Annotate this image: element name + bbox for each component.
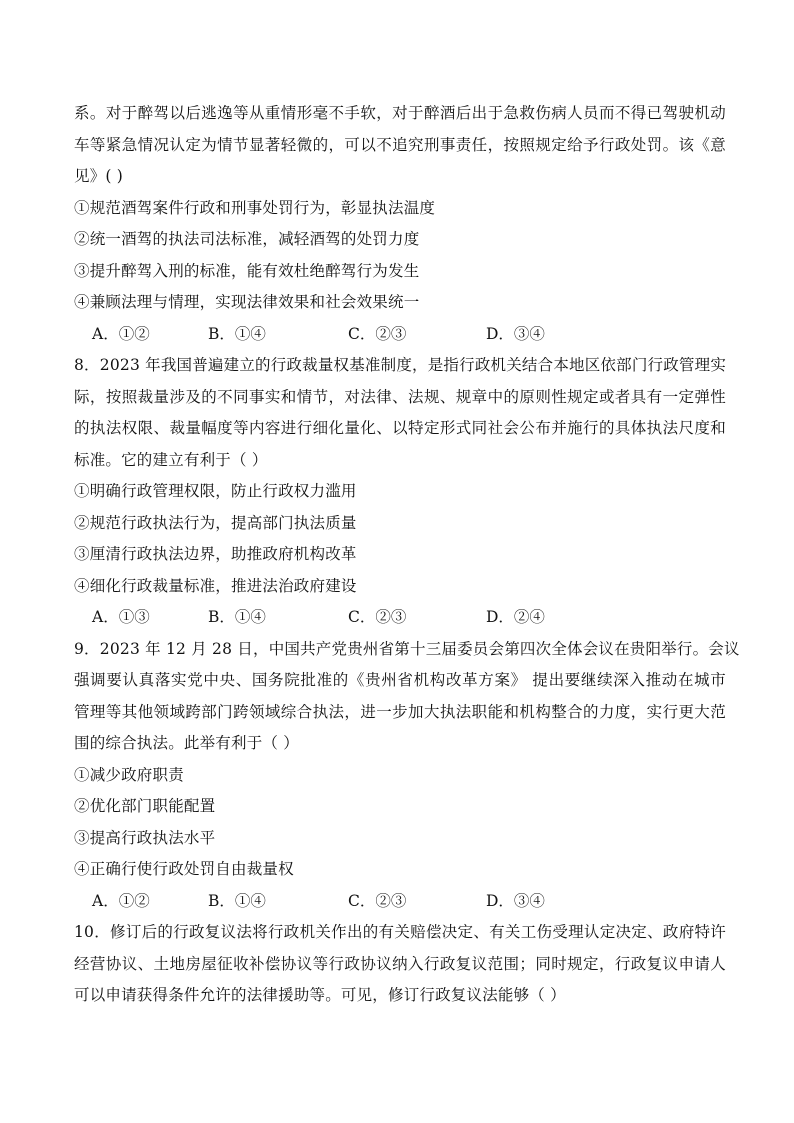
question-7-option-a[interactable]: A．①② [92,324,150,343]
question-8-stem-line-3: 的执法权限、裁量幅度等内容进行细化量化、以特定形式同社会公布并施行的具体执法尺度和 [74,419,726,437]
question-9 [74,634,740,918]
question-10-stem-line-2: 经营协议、土地房屋征收补偿协议等行政协议纳入行政复议范围；同时规定，行政复议申请人 [74,954,726,973]
question-9-item-1: ①减少政府职责 [74,765,184,784]
page-content [74,98,740,1012]
question-8-options [74,602,726,634]
question-9-options [74,886,726,918]
question-9-option-c[interactable]: C．②③ [348,891,407,910]
question-8-option-d[interactable]: D．②④ [486,608,545,626]
question-7-item-4: ④兼顾法理与情理，实现法律效果和社会效果统一 [74,293,420,311]
question-7-stem-line-3: 见》( ) [74,167,124,185]
question-10-stem-line-3: 可以申请获得条件允许的法律援助等。可见，修订行政复议法能够（ ） [74,986,566,1004]
question-7-stem-line-2: 车等紧急情况认定为情节显著轻微的，可以不追究刑事责任，按照规定给予行政处罚。该《意 [74,135,726,154]
question-9-option-a[interactable]: A．①② [92,891,150,910]
question-9-item-2: ②优化部门职能配置 [74,797,216,815]
question-8-stem-line-1: 8．2023 年我国普遍建立的行政裁量权基准制度，是指行政机关结合本地区依部门行政管理实 [74,356,727,374]
question-10 [74,917,726,1012]
question-9-stem-line-3: 管理等其他领域跨部门跨领域综合执法，进一步加大执法职能和机构整合的力度，实行更大范 [74,702,726,721]
question-9-item-4: ④正确行使行政处罚自由裁量权 [74,860,294,878]
question-7-item-2: ②统一酒驾的执法司法标准，减轻酒驾的处罚力度 [74,230,420,248]
question-9-stem-line-4: 围的综合执法。此举有利于（ ） [74,734,299,752]
question-10-stem-line-1: 10．修订后的行政复议法将行政机关作出的有关赔偿决定、有关工伤受理认定决定、政府特许 [74,923,726,941]
question-8-option-b[interactable]: B．①④ [208,608,266,626]
question-7-stem-line-1: 系。对于醉驾以后逃逸等从重情形毫不手软，对于醉酒后出于急救伤病人员而不得已驾驶机动 [74,104,726,122]
question-8 [74,350,726,634]
question-7 [74,98,726,350]
question-7-option-c[interactable]: C．②③ [348,324,407,343]
question-9-stem-line-2: 强调要认真落实党中央、国务院批准的《贵州省机构改革方案》 提出要继续深入推动在城市 [74,671,726,689]
question-7-item-3: ③提升醉驾入刑的标准，能有效杜绝醉驾行为发生 [74,261,420,280]
question-9-option-d[interactable]: D．③④ [486,891,545,910]
question-8-stem-line-4: 标准。它的建立有利于（ ） [74,450,268,469]
question-8-item-1: ①明确行政管理权限，防止行政权力滥用 [74,482,357,500]
question-8-item-2: ②规范行政执法行为，提高部门执法质量 [74,513,357,532]
question-9-item-3: ③提高行政执法水平 [74,828,216,847]
question-9-stem-line-1: 9．2023 年 12 月 28 日，中国共产党贵州省第十三届委员会第四次全体会议在贵阳举行。会议 [74,639,740,658]
question-7-item-1: ①规范酒驾案件行政和刑事处罚行为，彰显执法温度 [74,198,436,217]
question-8-option-a[interactable]: A．①③ [92,608,150,626]
question-8-stem-line-2: 际，按照裁量涉及的不同事实和情节，对法律、法规、规章中的原则性规定或者具有一定弹性 [74,387,726,406]
question-7-options [74,319,726,351]
question-7-option-b[interactable]: B．①④ [208,324,266,343]
question-8-option-c[interactable]: C．②③ [348,608,407,626]
question-7-option-d[interactable]: D．③④ [486,324,545,343]
question-9-option-b[interactable]: B．①④ [208,891,266,910]
question-8-item-4: ④细化行政裁量标准，推进法治政府建设 [74,576,357,595]
question-8-item-3: ③厘清行政执法边界，助推政府机构改革 [74,545,357,563]
